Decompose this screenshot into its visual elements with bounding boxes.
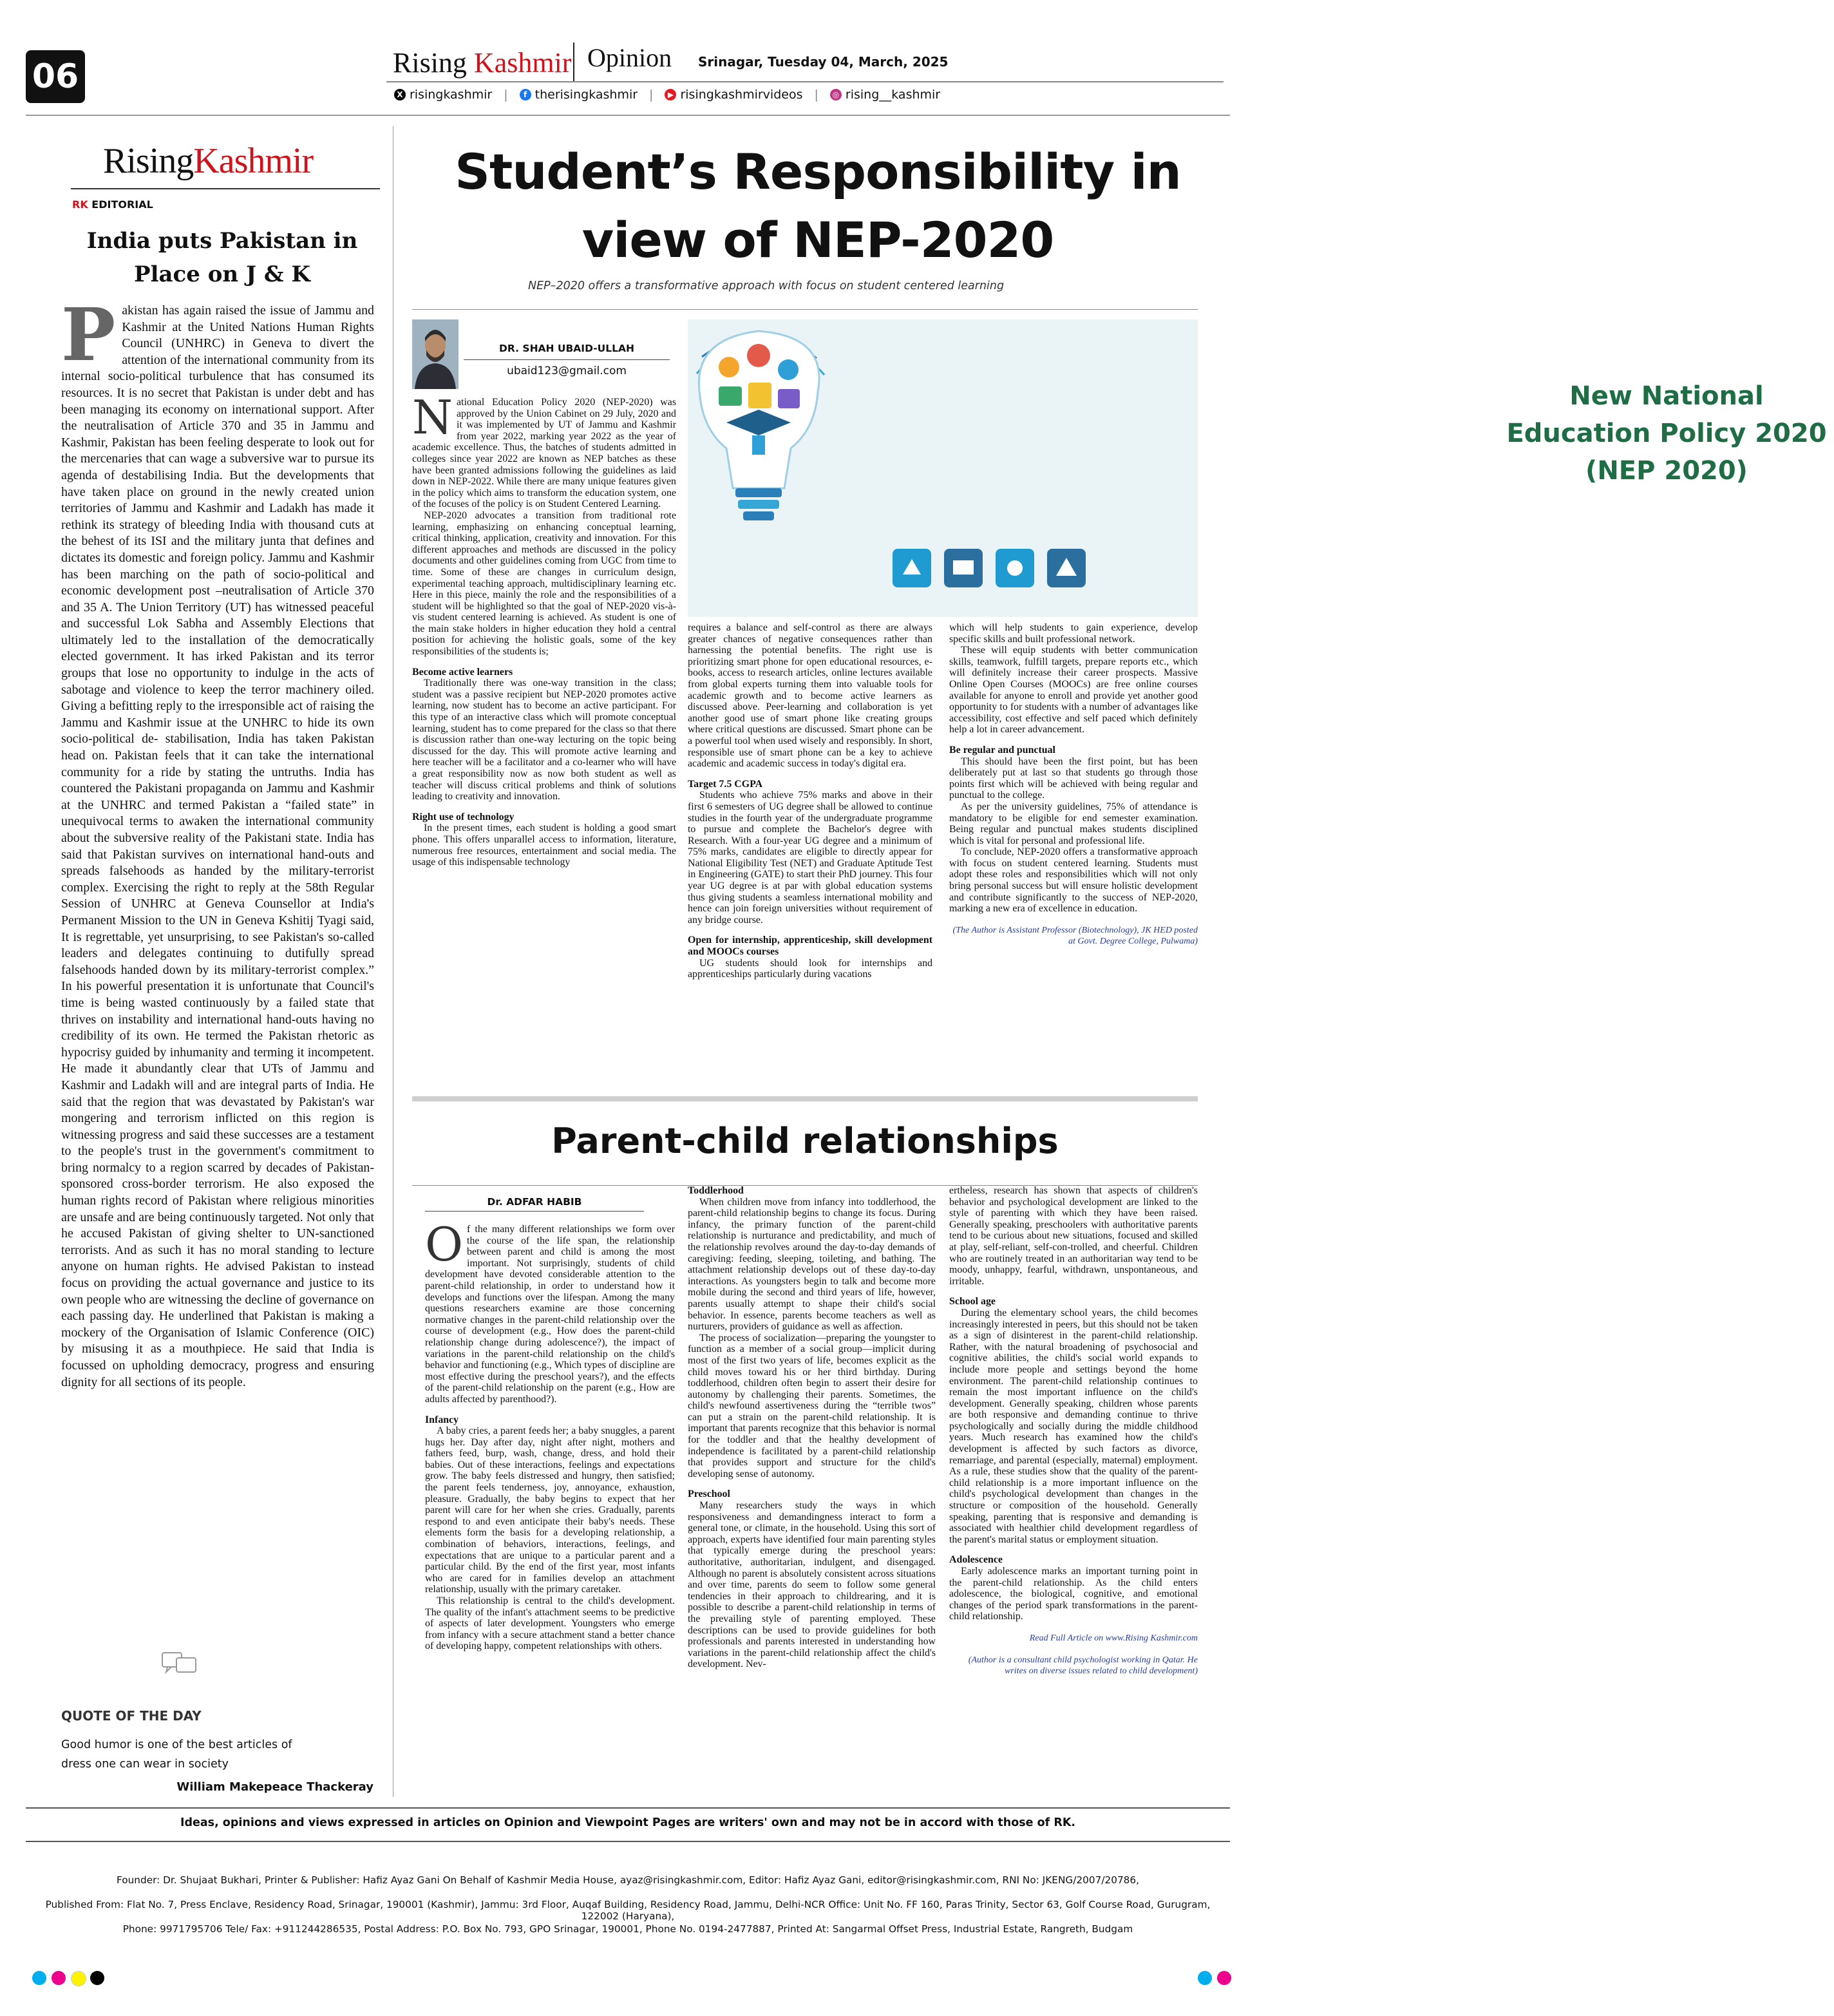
brand-kashmir: Kashmir bbox=[473, 47, 572, 79]
social-youtube-handle: risingkashmirvideos bbox=[680, 88, 803, 102]
imprint-line-2: Published From: Flat No. 7, Press Enclave, Residency Road, Srinagar, 190001 (Kashmir), Jammu: 3rd Floor, Auqaf Building, Residency Road, Jammu, Delhi-NCR Office: Unit No. FF 160, Paras Trinity, Sector 63, Golf Course Road, Gurugram, 122002 (Haryana), bbox=[45, 1899, 1211, 1922]
article2-author: Dr. ADFAR HABIB bbox=[487, 1196, 582, 1208]
paragraph: requires a balance and self-control as there are always greater chances of negative consequences rather than harnessing the potential benefits. The right use is prioritizing smart phone for open educational resources, e-books, access to research articles, online lectures available from global experts turning them into valuable tools for academic growth and to become active learners as discussed above. Peer-learning and collaboration is yet another good use of smart phone like creating groups where critical questions are discussed. Smart phone can be a powerful tool when used wisely and responsibly. In short, responsible use of smart phone can be a key to achieve academic and academic success in today's digital era. bbox=[688, 622, 932, 770]
social-youtube[interactable] bbox=[665, 88, 802, 102]
article1-email[interactable]: ubaid123@gmail.com bbox=[507, 365, 627, 377]
social-instagram[interactable] bbox=[830, 88, 940, 102]
article1-column-3 bbox=[949, 622, 1198, 947]
paragraph: Many researchers study the ways in which responsiveness and demandingness interact to form a general tone, or climate, in the household. Using this sort of approach, experts have identified four main parenting styles that typically emerge during the preschool years: authoritative, authoritarian, indulgent, and disengaged. Although no parent is absolutely consistent across situations and over time, parents do seem to follow some general tendencies in their approach to childrearing, and it is possible to describe a parent-child relationship in terms of the prevailing style of parenting employed. These descriptions can be used to provide guidelines for both professionals and parents interested in understanding how variations in the parent-child relationship affect the child's development. Nev- bbox=[688, 1500, 936, 1670]
paragraph-text: ational Education Policy 2020 (NEP-2020) was approved by the Union Cabinet on 29 July, 2020 and it was implemented by UT of Jammu and Kashmir from year 2022, marking year 2022 as the year of academic excellence. Thus, the batches of students admitted in colleges since year 2022 are known as NEP batches as these have been granted admissions following the guidelines as laid down in NEP-2022. While there are many unique features given in the policy which aims to transform the education system, one of the focuses of the policy is on Student Centered Learning. bbox=[412, 397, 676, 510]
drop-cap: O bbox=[425, 1217, 464, 1271]
article1-column-2 bbox=[688, 622, 932, 980]
quote-text: Good humor is one of the best articles of dress one can wear in society bbox=[61, 1738, 292, 1771]
subheading: Open for internship, apprenticeship, skill development and MOOCs courses bbox=[688, 935, 932, 958]
byline-rule bbox=[464, 359, 670, 360]
paragraph: NEP-2020 advocates a transition from traditional rote learning, emphasizing on enhancing conceptual learning, critical thinking, application, creativity and innovation. For this different approaches and methods are discussed in the policy documents and other guidelines coming from UGC from time to time. Some of these are changes in curriculum design, experimental teaching approach, multidisciplinary learning etc. Here in this piece, mainly the role and the responsibilities of a student will be highlighted so that the goal of NEP-2020 vis-à-vis student centered learning is achieved. As student is one of the main stake holders in higher education they hold a central position for achieving the holistic goals, some of the key responsibilities of the students is; bbox=[412, 509, 676, 658]
instagram-icon: ◎ bbox=[830, 89, 842, 100]
subheading: Toddlerhood bbox=[688, 1185, 744, 1196]
editorial-label-rk: RK bbox=[72, 198, 88, 211]
article1-rule bbox=[412, 309, 1198, 310]
author-credit: Read Full Article on www.Rising Kashmir.com bbox=[1029, 1633, 1198, 1643]
registration-mark-icon bbox=[32, 1971, 46, 1985]
paragraph: A baby cries, a parent feeds her; a baby snuggles, a parent hugs her. Day after day, night after night, mothers and fathers feed, burp, wash, change, dress, and hold their babies. Out of these interactions, feelings and expectations grow. The baby feels distressed and hungry, then satisfied; the parent feels tenderness, joy, annoyance, exhaustion, pleasure. Gradually, the baby begins to expect that her parent will care for her when she cries. Gradually, parents respond to and even anticipate their baby's needs. These elements form the basis for a developing relationship, a combination of behaviors, interactions, feelings, and expectations that are unique to a particular parent and a particular child. By the end of the first year, most infants who are cared for in families develop an attachment relationship, usually with the primary caretaker. bbox=[425, 1425, 675, 1595]
brand-rising: Rising bbox=[393, 47, 474, 79]
article1-column-1 bbox=[412, 390, 676, 868]
youtube-icon: ▶ bbox=[665, 89, 676, 100]
paragraph: UG students should look for internships and apprenticeships particularly during vacations bbox=[688, 957, 932, 980]
footer-rule bbox=[26, 1841, 1230, 1842]
article2-column-1 bbox=[425, 1217, 675, 1652]
masthead-brand[interactable] bbox=[393, 46, 571, 79]
paragraph: During the elementary school years, the child becomes increasingly interested in peers, but this should not be taken as a sign of disinterest in the parent-child relationship. Rather, with the natural broadening of psychosocial and cognitive abilities, the child's social world expands to include more people and settings beyond the home environment. The parent-child relationship continues to remain the most important influence on the child's development. Generally speaking, children whose parents are both responsive and demanding continue to thrive psychologically and socially during the middle childhood years. Much research has examined how the child's development is affected by such factors as divorce, remarriage, and parental (especially, maternal) employment. As a rule, these studies show that the quality of the parent-child relationship is a more important influence on the child's psychological development than changes in the structure or composition of the household. Generally speaking, parenting that is responsive and demanding is associated with healthier child development regardless of the parent's marital status or employment situation. bbox=[949, 1307, 1198, 1545]
logo-kashmir: Kashmir bbox=[193, 141, 314, 181]
article1-author: DR. SHAH UBAID-ULLAH bbox=[499, 343, 634, 354]
top-rule bbox=[26, 115, 1230, 116]
author-credit: (The Author is Assistant Professor (Biotechnology), JK HED posted at Govt. Degree College, Pulwama) bbox=[952, 925, 1198, 947]
speech-bubble-icon bbox=[161, 1650, 198, 1676]
paragraph bbox=[425, 1217, 675, 1405]
paragraph: To conclude, NEP-2020 offers a transformative approach with focus on student centered learning. Students must adopt these roles and responsibilities which will not only bring personal success but will ensure holistic development and contribute significantly to the success of NEP-2020, marking a new era of excellence in education. bbox=[949, 846, 1198, 915]
registration-mark-icon bbox=[71, 1971, 86, 1986]
registration-mark-icon bbox=[1198, 1971, 1212, 1985]
paragraph: Students who achieve 75% marks and above in their first 6 semesters of UG degree shall be allowed to continue studies in the fourth year of the undergraduate programme to pursue and complete the Bachelor's degree with Research. With a four-year UG degree and a minimum of 75% marks, candidates are eligible to directly appear for National Eligibility Test (NET) and Graduate Aptitude Test in Engineering (GATE) to start their PhD journey. This four year UG degree is at par with global education systems thus giving students a seamless international mobility and hence can join foreign universities without requirement of any bridge course. bbox=[688, 790, 932, 926]
editorial-rule bbox=[71, 188, 380, 189]
subheading: Adolescence bbox=[949, 1554, 1003, 1566]
social-facebook[interactable] bbox=[520, 88, 638, 102]
paragraph-text: f the many different relationships we form over the course of the life span, the relationship between parent and child is among the most important. Not surprisingly, students of child development have devoted considerable attention to the parent-child relationship, in order to understand how it develops and functions over the lifespan. Among the many questions researchers examine are those concerning normative changes in the parent-child relationship over the course of development (e.g., How does the parent-child relationship change during adolescence?), the impact of variations in the parent-child relationship on the child's behavior and functioning (e.g., Which types of discipline are most effective during the preschool years?), and the effects of the parent-child relationship on the parent (e.g., How are adults affected by parenthood?). bbox=[425, 1224, 675, 1405]
paragraph: As per the university guidelines, 75% of attendance is mandatory to be eligible for end semester examination. Being regular and punctual makes students disciplined which is vital for personal and professional life. bbox=[949, 801, 1198, 846]
lightbulb-education-icon bbox=[688, 319, 1198, 617]
footer-rule bbox=[26, 1807, 1230, 1809]
paragraph: Early adolescence marks an important turning point in the parent-child relationship. As the child enters adolescence, the biological, cognitive, and emotional changes of the period spark transformations in the parent-child relationship. bbox=[949, 1566, 1198, 1622]
imprint-line-3: Phone: 9971795706 Tele/ Fax: +911244286535, Postal Address: P.O. Box No. 793, GPO Srinagar, 190001, Phone No. 0194-2477887, Printed At: Sangarmal Offset Press, Industrial Estate, Rangreth, Budgam bbox=[122, 1923, 1133, 1935]
social-x-handle: risingkashmir bbox=[410, 88, 493, 102]
social-x[interactable] bbox=[394, 88, 492, 102]
paragraph: Traditionally there was one-way transition in the class; student was a passive recipient but NEP-2020 promotes active learning, now student has to become an active participant. For this type of an interactive class which will promote conceptual learning, student has to come prepared for the class so that there is discussion rather than one-way lecturing on the topic being discussed for the day. This will promote active learning and here teacher will be a facilitator and a co-learner who will have a great responsibility now as now both student as well as teacher will discuss critical problems and think of solutions leading to creativity and innovation. bbox=[412, 678, 676, 803]
paragraph: This should have been the first point, but has been deliberately put at last so that students go through those points first which will be achieved with being regular and punctual to the college. bbox=[949, 756, 1198, 801]
print-registration-marks bbox=[26, 1971, 1230, 1990]
registration-mark-icon bbox=[90, 1971, 104, 1985]
paragraph: The process of socialization—preparing the youngster to function as a member of a social group—implicit during most of the first two years of life, becomes explicit as the child moves toward his or her third birthday. During toddlerhood, children often begin to assert their desire for autonomy by challenging their parents. Sometimes, the child's newfound assertiveness during the “terrible twos” can put a strain on the parent-child relationship. It is important that parents recognize that this behavior is normal for the toddler and that the healthy development of independence is facilitated by a parent-child relationship that provides support and structure for the child's developing sense of autonomy. bbox=[688, 1332, 936, 1479]
editorial-label bbox=[72, 198, 153, 211]
page-number: 06 bbox=[26, 50, 85, 103]
nep-image-caption: New National Education Policy 2020 (NEP 2020) bbox=[1506, 381, 1827, 486]
quote-author: William Makepeace Thackeray bbox=[176, 1780, 373, 1794]
subheading: Be regular and punctual bbox=[949, 744, 1055, 756]
subheading: Become active learners bbox=[412, 666, 513, 678]
issue-date: Srinagar, Tuesday 04, March, 2025 bbox=[698, 54, 949, 70]
opinion-disclaimer: Ideas, opinions and views expressed in articles on Opinion and Viewpoint Pages are writers' own and may not be in accord with those of RK. bbox=[180, 1816, 1076, 1829]
editorial-body bbox=[61, 293, 374, 1391]
subheading: Right use of technology bbox=[412, 811, 515, 823]
social-facebook-handle: therisingkashmir bbox=[534, 88, 638, 102]
editorial-label-text: EDITORIAL bbox=[91, 198, 153, 211]
paragraph: This relationship is central to the child's development. The quality of the infant's attachment seems to be predictive of aspects of later development. Youngsters who emerge from infancy with a secure attachment stand a better chance of developing happy, competent relationships with others. bbox=[425, 1595, 675, 1652]
article1-dek: NEP–2020 offers a transformative approach with focus on student centered learning bbox=[528, 280, 1005, 292]
editorial-logo bbox=[103, 140, 313, 182]
facebook-icon: f bbox=[520, 89, 531, 100]
paragraph: When children move from infancy into toddlerhood, the parent-child relationship begins to change its focus. During infancy, the primary function of the parent-child relationship is nurturance and predictability, and much of the relationship revolves around the day-to-day demands of caregiving: feeding, sleeping, toileting, and bathing. The attachment relationship develops out of these day-to-day interactions. As youngsters begin to talk and become more mobile during the second and third years of life, however, parents usually attempt to shape their child's social behavior. In essence, parents become teachers as well as nurturers, providers of guidance as well as affection. bbox=[688, 1196, 936, 1333]
registration-mark-icon bbox=[1217, 1971, 1231, 1985]
section-name: Opinion bbox=[587, 43, 672, 72]
article2-column-2 bbox=[688, 1185, 936, 1670]
author-portrait-icon bbox=[412, 319, 458, 389]
editorial-drop-cap: P bbox=[61, 293, 116, 377]
logo-rising: Rising bbox=[103, 141, 194, 181]
author-photo bbox=[412, 319, 458, 389]
author-credit: (Author is a consultant child psychologist working in Qatar. He writes on diverse issues related to child development) bbox=[968, 1655, 1198, 1677]
paragraph: ertheless, research has shown that aspects of children's behavior and psychological development are linked to the style of parenting with which they have been raised. Generally speaking, preschoolers with authoritative parents tend to be curious about new situations, focused and skilled at play, self-reliant, self-con-trolled, and cheerful. Children who are routinely treated in an authoritarian way tend to be moody, unhappy, fearful, withdrawn, unspontaneous, and irritable. bbox=[949, 1185, 1198, 1287]
subheading: Target 7.5 CGPA bbox=[688, 778, 763, 790]
social-links: X risingkashmir | f therisingkashmir | ▶ risingkashmirvideos | ◎ rising__kashmir bbox=[394, 88, 940, 102]
paragraph bbox=[412, 390, 676, 510]
article2-column-3 bbox=[949, 1185, 1198, 1677]
header-rule bbox=[386, 81, 1224, 82]
byline-rule bbox=[425, 1211, 644, 1212]
social-instagram-handle: rising__kashmir bbox=[845, 88, 941, 102]
subheading: Preschool bbox=[688, 1488, 730, 1500]
nep-illustration bbox=[688, 319, 1827, 617]
editorial-text: akistan has again raised the issue of Jammu and Kashmir at the United Nations Human Rights Council (UNHRC) in Geneva to divert the attention of the international community from its internal socio-political turbulence that has consumed its resources. It is no secret that Pakistan is under debt and has been managing its economy on international support. After the neutralisation of Article 370 and 35 in Jammu and Kashmir, Pakistan has been feeling desperate to look out for the mercenaries that can wage a subversive war to pursue its agenda of destabilising India. But the developments that have taken place on ground in the newly created union territories of Jammu and Kashmir and Ladakh has made it rethink its strategy of bleeding India with thousand cuts at the behest of its ISI and the military junta that defines and dictates its domestic and foreign policy. Jammu and Kashmir has been marching on the path of socio-political and economic development post –neutralisation of Article 370 and 35 A. The Union Territory (UT) has witnessed peaceful and successful Lok Sabha and Assembly Elections that ultimately led to the installation of the democratically elected government. It has irked Pakistan and its terror groups that lose no opportunity to indulge in the acts of sabotage and violence to keep the terror machinery oiled. Giving a befitting reply to the irresponsible act of raising the Jammu and Kashmir issue at the UNHRC to hide its own socio-political de- stabilisation, India has taken Pakistan head on. Pakistan feels that it can take the international community for a ride by stating the untruths. India has countered the Pakistani propaganda on Jammu and Kashmir at the UNHRC and termed Pakistan a “failed state” in unequivocal terms to awaken the international community about the subversive reality of the Pakistani state. India has said that Pakistan survives on international hand-outs and spreads falsehoods as handed by the military-terrorist complex. Exercising the right to reply at the 58th Regular Session of UNHRC at Geneva Counsellor at India's Permanent Mission to the UN in Geneva Kshitij Tyagi said, It is regrettable, yet unsurprising, to see Pakistan's so-called leaders and delegates continuing to dutifully spread falsehoods handed down by its military-terrorist complex.” In his powerful presentation it is unfortunate that Council's time is being wasted continuously by a failed state that thrives on instability and international hand-outs having no credibility of its own. He termed the Pakistan rhetoric as hypocrisy guided by inhumanity and terming it incompetent. He made it abundantly clear that UTs of Jammu and Kashmir and Ladakh will and are integral parts of India. He said that the region that was devastated by Pakistan's war mongering and terrorism inflicted on this region is witnessing progress and said these successes are a testament to the people's trust in the government's commitment to bring normalcy to a region scarred by decades of Pakistan-sponsored cross-border terrorism. He also exposed the human rights record of Pakistan where religious minorities are unsafe and are being continuously targeted. Not only that he accused Pakistan of giving shelter to UN-sanctioned terrorists. And as such it has no moral standing to lecture anyone on human rights. He advised Pakistan to instead focus on providing the actual governance and justice to its own people who are witnessing the decline of governance on each passing day. He underlined that Pakistan is making a mockery of the Organisation of Islamic Conference (OIC) by misusing it as a mouthpiece. He said that India is focussed on upholding democracy, progress and ensuring dignity for all sections of its people. bbox=[61, 303, 374, 1389]
article2-title: Parent-child relationships bbox=[551, 1121, 1059, 1161]
subheading: Infancy bbox=[425, 1414, 459, 1425]
editorial-title: India puts Pakistan in Place on J & K bbox=[86, 228, 358, 287]
paragraph: which will help students to gain experience, develop specific skills and built professional network. bbox=[949, 622, 1198, 645]
imprint-line-1: Founder: Dr. Shujaat Bukhari, Printer & Publisher: Hafiz Ayaz Gani On Behalf of Kashmir Media House, ayaz@risingkashmir.com, Editor: Hafiz Ayaz Gani, editor@risingkashmir.com, RNI No: JKENG/2007/20786, bbox=[116, 1874, 1140, 1886]
subheading: School age bbox=[949, 1296, 996, 1308]
article1-title: Student’s Responsibility in view of NEP-2020 bbox=[455, 143, 1181, 269]
article-separator bbox=[412, 1096, 1198, 1101]
x-icon: X bbox=[394, 89, 406, 100]
paragraph: These will equip students with better communication skills, teamwork, fulfill targets, prepare reports etc., which will definitely increase their career prospects. Massive Online Open Courses (MOOCs) are free online courses available for anyone to enroll and provide yet another good opportunity to for students with a number of advantages like accessibility, cost effective and self paced which definitely help a lot in career advancement. bbox=[949, 645, 1198, 736]
paragraph: In the present times, each student is holding a good smart phone. This offers unparallel access to information, literature, numerous free resources, entertainment and social media. The usage of this indispensable technology bbox=[412, 823, 676, 868]
drop-cap: N bbox=[412, 390, 453, 444]
header-divider bbox=[573, 43, 574, 81]
quote-of-the-day-label: QUOTE OF THE DAY bbox=[61, 1708, 202, 1724]
registration-mark-icon bbox=[52, 1971, 66, 1985]
